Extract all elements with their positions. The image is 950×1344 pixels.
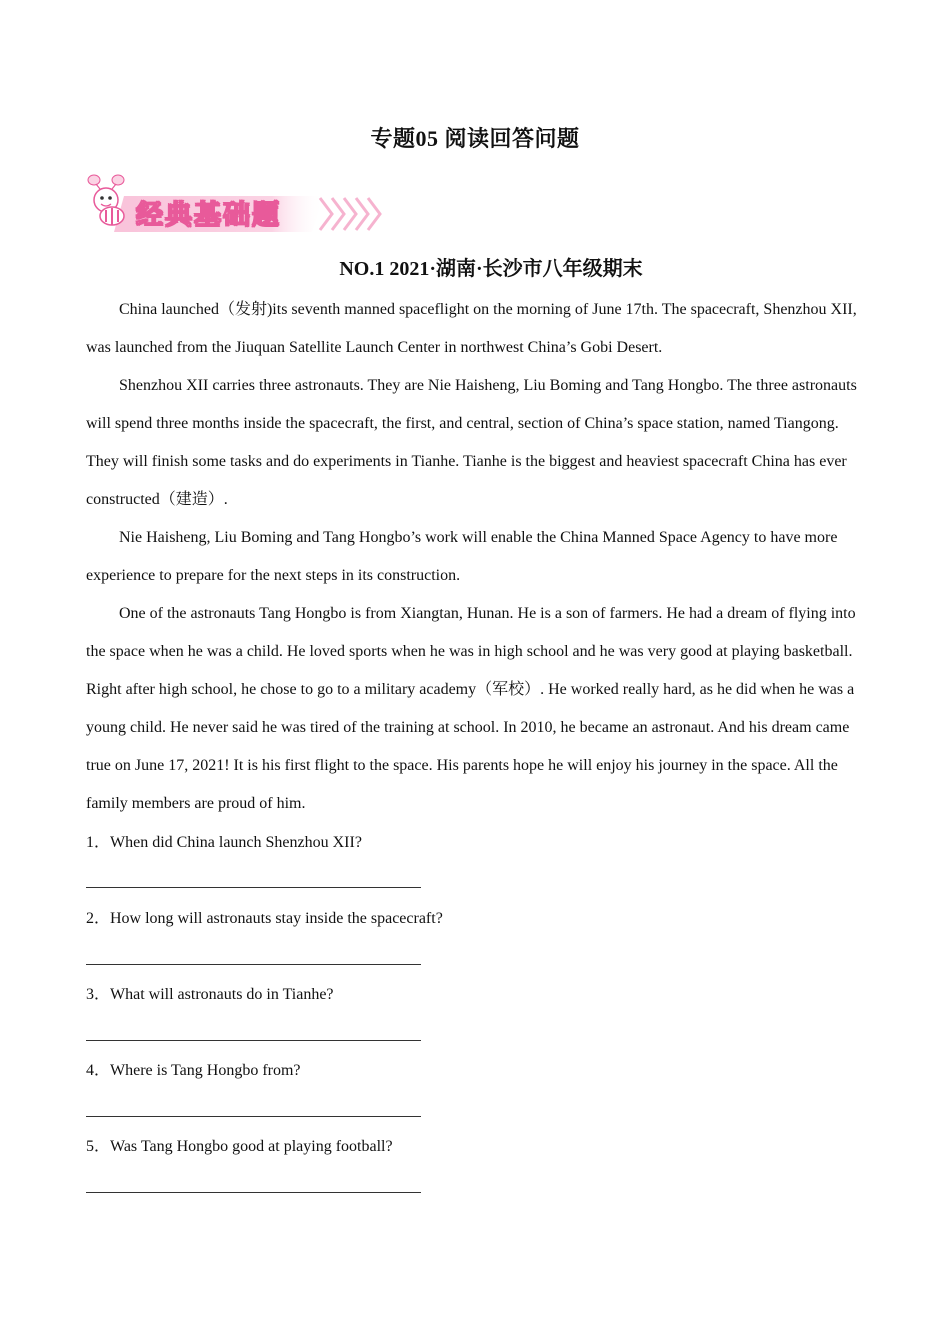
passage-paragraph-2: Shenzhou XII carries three astronauts. They are Nie Haisheng, Liu Boming and Tang Hongbo. The three astronauts will spend three months inside the spacecraft, the first, and central, section of China’s space station, named Tiangong. They will finish some tasks and do experiments in Tianhe. Tianhe is the biggest and heaviest spacecraft China has ever constructed（建造）. (86, 377, 857, 508)
question-3: 3．What will astronauts do in Tianhe? (86, 986, 334, 1003)
passage-paragraph-3: Nie Haisheng, Liu Boming and Tang Hongbo’s work will enable the China Manned Space Agency to have more experience to prepare for the next steps in its construction. (86, 529, 838, 584)
banner-label: 经典基础题 (136, 200, 281, 231)
bee-icon (88, 175, 124, 225)
passage-paragraph-4: One of the astronauts Tang Hongbo is from Xiangtan, Hunan. He is a son of farmers. He had a dream of flying into the space when he was a child. He loved sports when he was in high school and he was very good at playing basketball. Right after high school, he chose to go to a military academy（军校）. He worked really hard, as he did when he was a young child. He never said he was tired of the training at school. In 2010, he became an astronaut. And his dream came true on June 17, 2021! It is his first flight to the space. His parents hope he will enjoy his journey in the space. All the family members are proud of him. (86, 605, 856, 812)
question-2: 2．How long will astronauts stay inside the spacecraft? (86, 910, 443, 927)
question-5: 5．Was Tang Hongbo good at playing football? (86, 1138, 393, 1155)
answer-line-5[interactable] (86, 1192, 421, 1193)
answer-line-2[interactable] (86, 964, 421, 965)
question-1: 1．When did China launch Shenzhou XII? (86, 834, 362, 851)
answer-line-1[interactable] (86, 887, 421, 888)
section-heading: NO.1 2021·湖南·长沙市八年级期末 (339, 258, 643, 280)
page-title: 专题05 阅读回答问题 (370, 126, 580, 151)
passage-paragraph-1: China launched（发射)its seventh manned spaceflight on the morning of June 17th. The spacecraft, Shenzhou XII, was launched from the Jiuquan Satellite Launch Center in northwest China’s Gobi Desert. (86, 301, 857, 356)
answer-line-3[interactable] (86, 1040, 421, 1041)
answer-line-4[interactable] (86, 1116, 421, 1117)
question-4: 4．Where is Tang Hongbo from? (86, 1062, 301, 1079)
